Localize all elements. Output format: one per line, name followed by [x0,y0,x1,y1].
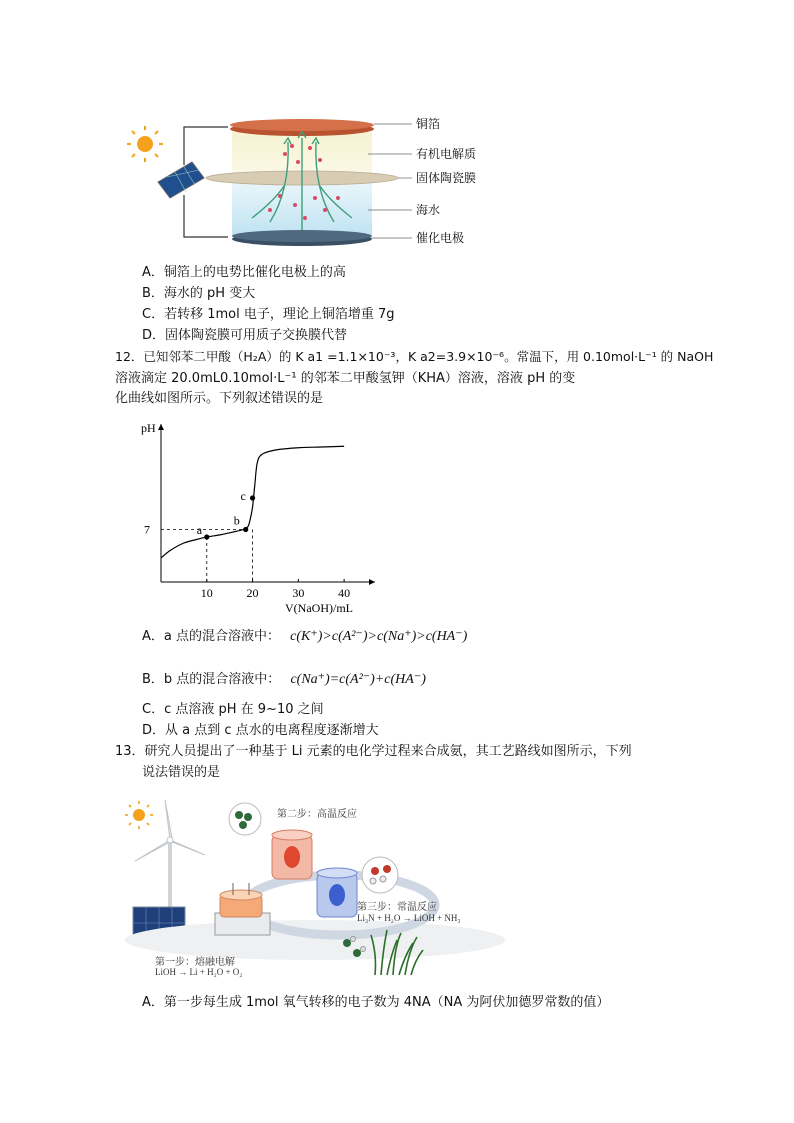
solar-panel-icon [158,162,204,198]
q12-option-c: C．c 点溶液 pH 在 9~10 之间 [142,702,324,717]
point-a-label: a [196,523,203,537]
label-seawater: 海水 [416,203,441,217]
q11-option-a: A．铜箔上的电势比催化电极上的高 [142,265,346,280]
q12-option-b-prefix: B．b 点的混合溶液中： [142,672,281,687]
x-tick-label: 40 [338,586,351,600]
room-temp-reactor-icon [317,868,357,917]
q11-option-b: B．海水的 pH 变大 [142,286,256,301]
point-a [204,534,209,539]
y-tick-label: 7 [144,522,150,537]
x-tick-label: 10 [200,586,213,600]
q13-option-a: A．第一步每生成 1mol 氧气转移的电子数为 4NA（NA 为阿伏加德罗常数的值） [142,995,610,1010]
step3-equation: Li₃N + H₂O → LiOH + NH₃ [357,913,461,923]
step3-title: 第三步：常温反应 [357,902,437,913]
label-copper-foil: 铜箔 [416,117,441,131]
point-b-label: b [233,513,240,528]
q13-stem-line-2: 说法错误的是 [142,765,221,780]
x-tick-label: 30 [292,586,305,600]
high-temp-reactor-icon [272,830,312,879]
label-catalytic-electrode: 催化电极 [416,231,465,245]
step1-title: 第一步：熔融电解 [155,957,235,968]
q12-stem-line-1: 12．已知邻苯二甲酸（H₂A）的 K a1 =1.1×10⁻³，K a2=3.9×10⁻⁶。常温下，用 0.10mol·L⁻¹ 的 NaOH [115,349,714,364]
q11-option-c: C．若转移 1mol 电子，理论上铜箔增重 7g [142,307,395,322]
q12-option-d: D．从 a 点到 c 点水的电离程度逐渐增大 [142,723,379,738]
y-axis-label: pH [141,421,156,435]
x-tick-label: 20 [246,586,259,600]
q12-option-a [142,628,467,646]
x-axis-arrow [369,579,375,585]
q12-option-b-formula: c(Na⁺)=c(A²⁻)+c(HA⁻) [290,672,426,687]
step1-equation: LiOH → Li + H₂O + O₂ [155,967,243,977]
point-c [250,495,255,500]
y-axis-arrow [158,424,164,430]
sun-icon [125,801,153,829]
q11-option-d: D．固体陶瓷膜可用质子交换膜代替 [142,328,348,343]
q12-stem-line-3: 化曲线如图所示。下列叙述错误的是 [115,391,324,406]
nitrogen-molecule-icon [229,803,261,835]
point-c-label: c [240,489,246,503]
point-b [243,527,248,532]
label-organic-electrolyte: 有机电解质 [416,147,477,161]
titration-chart [130,420,380,620]
label-ceramic-membrane: 固体陶瓷膜 [416,171,477,185]
q12-option-a-formula: c(K⁺)>c(A²⁻)>c(Na⁺)>c(HA⁻) [290,629,468,644]
ammonia-process-figure [125,795,505,980]
titration-curve [161,446,344,558]
q13-stem-line-1: 13．研究人员提出了一种基于 Li 元素的电化学过程来合成氨，其工艺路线如图所示，下列 [115,744,632,759]
x-axis-label: V(NaOH)/mL [285,601,353,615]
cell-figure [120,110,500,260]
sun-icon [127,126,163,162]
q12-option-a-prefix: A．a 点的混合溶液中： [142,629,280,644]
water-molecule-icon [362,857,398,893]
q12-option-b [142,671,426,689]
step2-title: 第二步：高温反应 [277,809,357,820]
q12-stem-line-2: 溶液滴定 20.0mL0.10mol·L⁻¹ 的邻苯二甲酸氢钾（KHA）溶液，溶液 pH 的变 [115,371,576,386]
